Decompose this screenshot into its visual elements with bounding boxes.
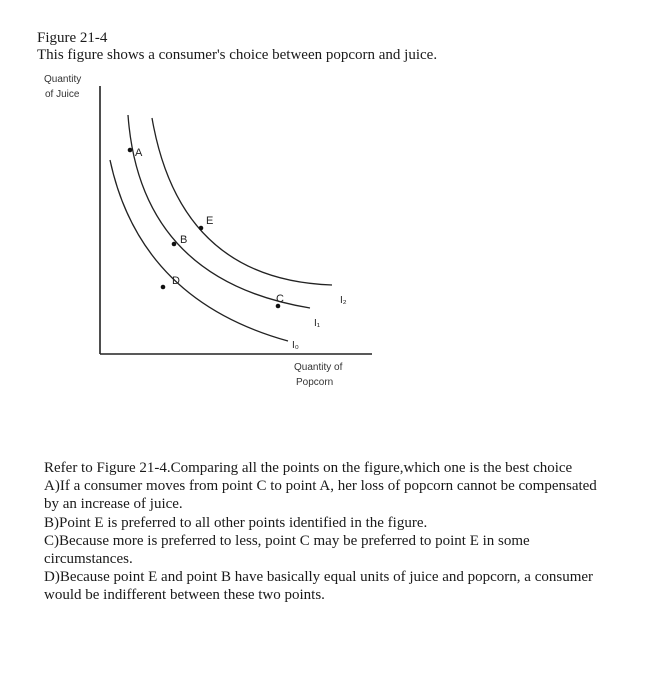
curve-i2 bbox=[152, 118, 332, 285]
question-block bbox=[44, 459, 604, 605]
answer-option-a[interactable]: A)If a consumer moves from point C to point A, her loss of popcorn cannot be compensated by an increase of juice. bbox=[44, 478, 597, 513]
point-c-label: C bbox=[276, 293, 284, 305]
answer-option-b[interactable]: B)Point E is preferred to all other points identified in the figure. bbox=[44, 514, 428, 531]
point-b-label: B bbox=[180, 234, 188, 246]
figure-title: Figure 21-4 bbox=[37, 30, 108, 46]
point-b-marker bbox=[172, 242, 177, 247]
question-prompt: Refer to Figure 21-4.Comparing all the points on the figure,which one is the best choice bbox=[44, 460, 573, 476]
answer-option-c[interactable]: C)Because more is preferred to less, point C may be preferred to point E in some circumstances. bbox=[44, 532, 530, 568]
answer-option-d[interactable]: D)Because point E and point B have basically equal units of juice and popcorn, a consumer would be indifferent between these two points. bbox=[44, 569, 594, 604]
curve-label-i1: I₁ bbox=[314, 318, 321, 329]
curve-i0 bbox=[110, 160, 288, 341]
point-e-marker bbox=[199, 226, 204, 231]
x-axis-label-line1: Quantity of bbox=[294, 362, 343, 373]
point-e-label: E bbox=[206, 215, 214, 227]
curve-label-i2: I₂ bbox=[340, 295, 347, 306]
y-axis-label-line2: of Juice bbox=[45, 89, 80, 100]
point-a-label: A bbox=[135, 147, 143, 159]
point-d-label: D bbox=[172, 275, 180, 287]
curve-label-i0: I₀ bbox=[292, 340, 299, 351]
y-axis-label-line1: Quantity bbox=[44, 74, 82, 85]
point-a-marker bbox=[128, 148, 133, 153]
x-axis-label-line2: Popcorn bbox=[296, 377, 334, 388]
point-d-marker bbox=[161, 285, 166, 290]
figure-caption: This figure shows a consumer's choice between popcorn and juice. bbox=[37, 47, 438, 63]
